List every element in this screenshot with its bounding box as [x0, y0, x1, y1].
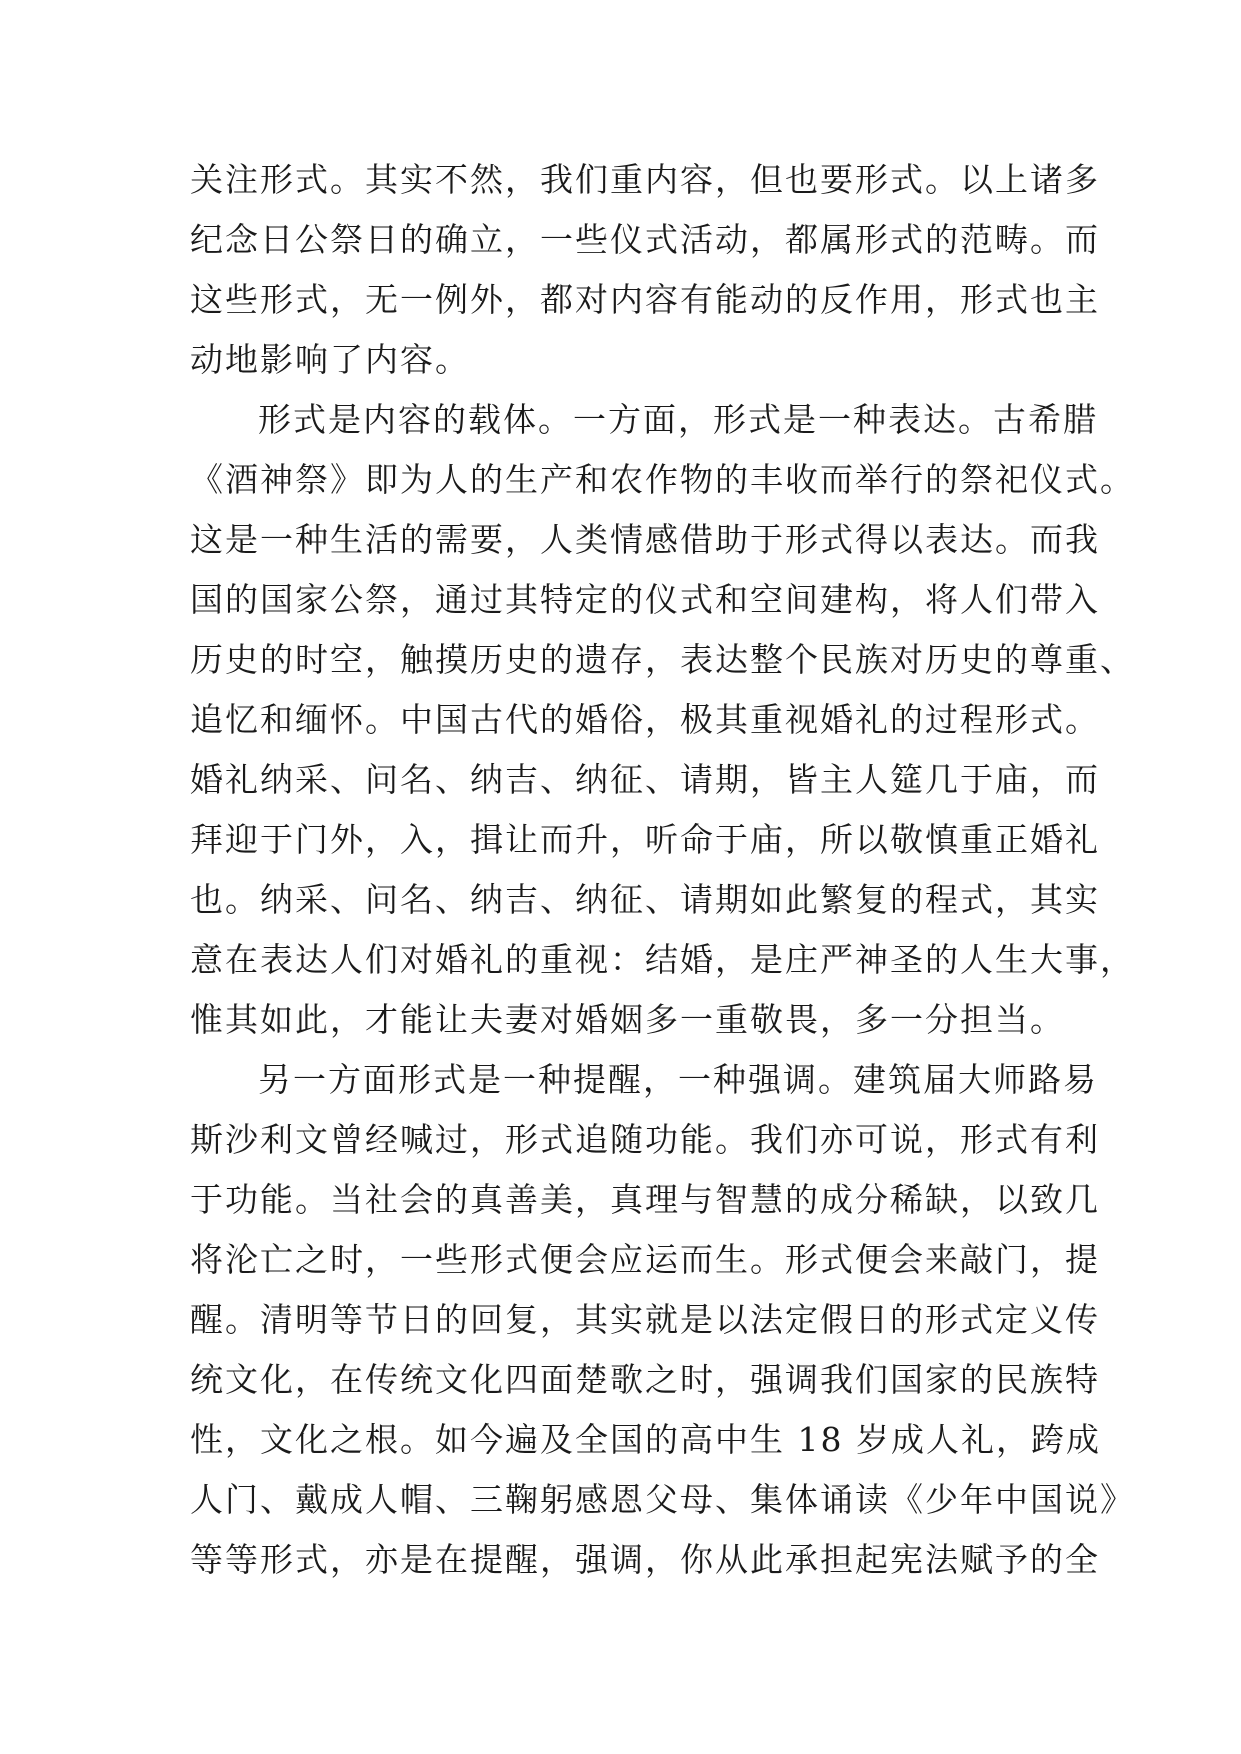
text-line: 纪念日公祭日的确立，一些仪式活动，都属形式的范畴。而 [190, 220, 1100, 259]
text-line: 动地影响了内容。 [190, 340, 470, 379]
text-line: 斯沙利文曾经喊过，形式追随功能。我们亦可说，形式有利 [190, 1120, 1100, 1159]
document-body [190, 150, 1135, 1590]
text-line: 历史的时空，触摸历史的遗存，表达整个民族对历史的尊重、 [190, 640, 1135, 679]
text-line: 也。纳采、问名、纳吉、纳征、请期如此繁复的程式，其实 [190, 880, 1100, 919]
text-line: 婚礼纳采、问名、纳吉、纳征、请期，皆主人筵几于庙，而 [190, 760, 1100, 799]
paragraph-2 [190, 390, 1135, 1050]
text-line: 醒。清明等节日的回复，其实就是以法定假日的形式定义传 [190, 1300, 1100, 1339]
text-line: 国的国家公祭，通过其特定的仪式和空间建构，将人们带入 [190, 580, 1100, 619]
text-line: 等等形式，亦是在提醒，强调，你从此承担起宪法赋予的全 [190, 1540, 1100, 1579]
paragraph-3 [190, 1050, 1135, 1590]
text-line: 这些形式，无一例外，都对内容有能动的反作用，形式也主 [190, 280, 1100, 319]
text-line: 这是一种生活的需要，人类情感借助于形式得以表达。而我 [190, 520, 1100, 559]
text-line: 人门、戴成人帽、三鞠躬感恩父母、集体诵读《少年中国说》 [190, 1480, 1135, 1519]
text-line: 于功能。当社会的真善美，真理与智慧的成分稀缺，以致几 [190, 1180, 1100, 1219]
text-line: 统文化，在传统文化四面楚歌之时，强调我们国家的民族特 [190, 1360, 1100, 1399]
text-line: 追忆和缅怀。中国古代的婚俗，极其重视婚礼的过程形式。 [190, 700, 1100, 739]
text-line: 性，文化之根。如今遍及全国的高中生 18 岁成人礼，跨成 [190, 1420, 1101, 1459]
text-line: 形式是内容的载体。一方面，形式是一种表达。古希腊 [258, 400, 1098, 439]
text-line: 另一方面形式是一种提醒，一种强调。建筑届大师路易 [258, 1060, 1098, 1099]
text-line: 拜迎于门外，入，揖让而升，听命于庙，所以敬慎重正婚礼 [190, 820, 1100, 859]
text-line: 意在表达人们对婚礼的重视：结婚，是庄严神圣的人生大事， [190, 940, 1135, 979]
text-line: 惟其如此，才能让夫妻对婚姻多一重敬畏，多一分担当。 [190, 1000, 1065, 1039]
text-line: 将沦亡之时，一些形式便会应运而生。形式便会来敲门，提 [190, 1240, 1100, 1279]
text-line: 关注形式。其实不然，我们重内容，但也要形式。以上诸多 [190, 160, 1100, 199]
text-line: 《酒神祭》即为人的生产和农作物的丰收而举行的祭祀仪式。 [190, 460, 1135, 499]
paragraph-1 [190, 150, 1100, 390]
